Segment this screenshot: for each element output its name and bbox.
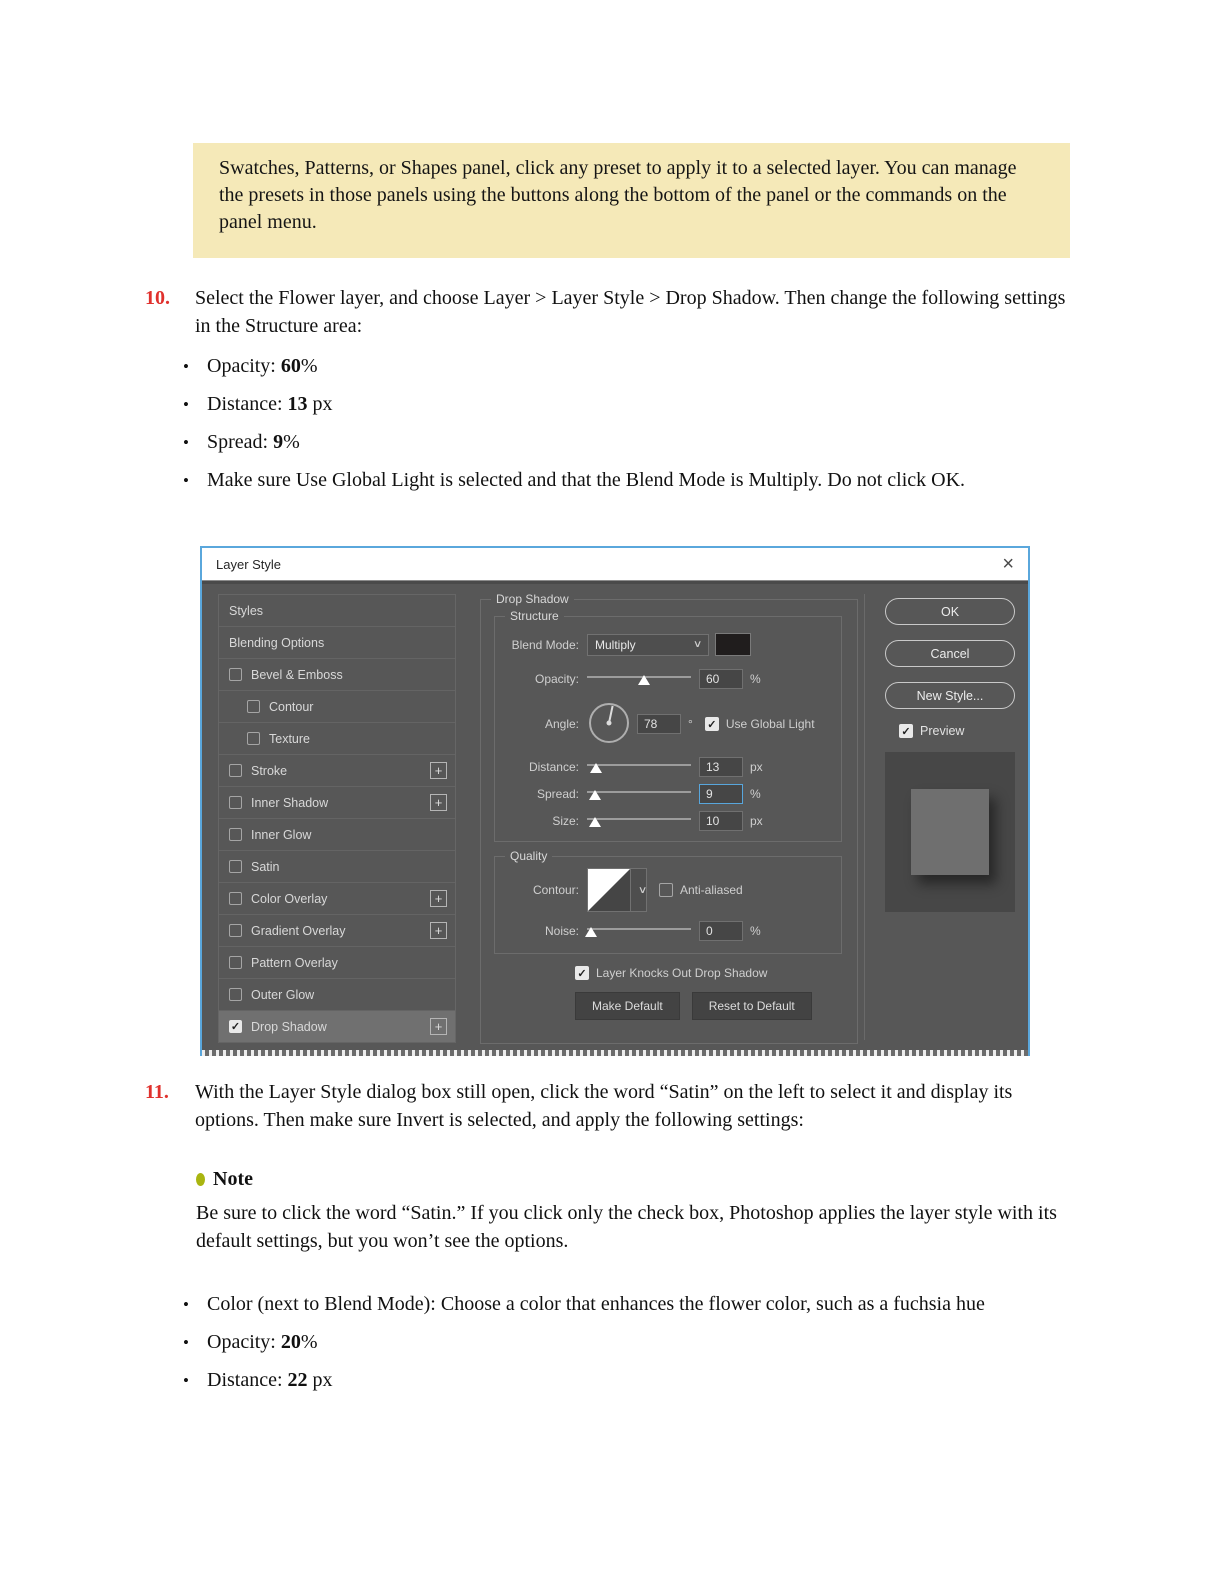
size-label: Size: [552,814,579,828]
angle-dial[interactable] [587,701,631,748]
style-item-gradient-overlay[interactable] [219,915,455,947]
check-icon: ✓ [901,725,911,738]
anti-aliased-label: Anti-aliased [680,883,743,897]
bullet-icon: • [183,395,189,414]
bullet-icon: • [183,471,189,490]
style-item-pattern-overlay[interactable] [219,947,455,979]
style-item-label: Bevel & Emboss [251,667,343,682]
structure-group-label: Structure [505,609,564,623]
quality-group-label: Quality [505,849,552,863]
checkbox-unchecked[interactable] [229,924,242,937]
checkbox-unchecked[interactable] [229,796,242,809]
style-item-label: Satin [251,859,280,874]
distance-unit: px [750,760,763,774]
bullet-text: Make sure Use Global Light is selected and that the Blend Mode is Multiply. Do not click OK. [207,469,966,491]
style-item-label: Pattern Overlay [251,955,338,970]
bullet-icon: • [183,1371,189,1390]
angle-unit: ° [688,717,693,731]
note-heading-text: Note [213,1168,253,1190]
angle-input[interactable]: 78 [637,714,681,734]
checkbox-unchecked[interactable] [229,860,242,873]
use-global-light-checkbox[interactable] [705,717,719,731]
dialog-body [202,581,1028,1050]
slider-thumb[interactable] [589,817,601,827]
opacity-label: Opacity: [534,672,579,686]
chevron-down-icon: ∨ [692,639,703,650]
drop-shadow-group-label: Drop Shadow [491,592,574,606]
style-item-styles[interactable] [219,595,455,627]
size-slider[interactable] [587,815,691,827]
style-item-label: Color Overlay [251,891,328,906]
step-item-10 [145,284,1073,340]
style-item-label: Inner Glow [251,827,312,842]
blend-mode-value: Multiply [595,637,636,652]
step-number: 11. [145,1081,169,1103]
structure-group [494,609,842,842]
use-global-light-label: Use Global Light [725,717,815,731]
style-item-color-overlay[interactable] [219,883,455,915]
opacity-unit: % [750,672,761,686]
plus-icon[interactable]: + [430,890,447,907]
checkbox-unchecked[interactable] [229,828,242,841]
contour-picker[interactable] [587,868,647,912]
size-input[interactable]: 10 [699,811,743,831]
bullet-text: Opacity: 20% [207,1331,318,1353]
checkbox-unchecked[interactable] [229,764,242,777]
style-item-label: Texture [269,731,310,746]
spread-row [495,784,761,804]
step-text: Select the Flower layer, and choose Layer > Layer Style > Drop Shadow. Then change the following settings in the Structure area: [195,287,1066,337]
layer-style-dialog [200,546,1030,1056]
list-item [183,1290,1078,1319]
spread-slider[interactable] [587,788,691,800]
bullet-text: Opacity: 60% [207,355,318,377]
dialog-actions [864,594,1016,1040]
style-item-blending-options[interactable] [219,627,455,659]
style-item-texture[interactable] [219,723,455,755]
preview-checkbox[interactable] [899,724,913,738]
style-item-inner-shadow[interactable] [219,787,455,819]
list-item [183,352,1078,381]
blend-mode-row [495,633,751,656]
style-item-contour[interactable] [219,691,455,723]
preview-panel [885,752,1015,912]
contour-dropdown[interactable] [631,868,647,912]
spread-input[interactable]: 9 [699,784,743,804]
preview-thumbnail [911,789,989,875]
style-item-label: Blending Options [229,635,325,650]
bullet-icon: • [183,433,189,452]
slider-thumb[interactable] [589,790,601,800]
note-callout: Swatches, Patterns, or Shapes panel, click any preset to apply it to a selected layer. You can manage the presets in those panels using the buttons along the bottom of the panel or the commands on the panel menu. [193,143,1070,258]
list-item [183,1366,1078,1395]
style-item-drop-shadow[interactable] [219,1011,455,1043]
spread-label: Spread: [536,787,579,801]
note-bullet-icon [196,1173,205,1186]
distance-row [495,757,763,777]
bullet-icon: • [183,1333,189,1352]
opacity-row [495,669,761,689]
blend-mode-label: Blend Mode: [511,637,579,652]
note-body: Be sure to click the word “Satin.” If you click only the check box, Photoshop applies the layer style with its default settings, but you won’t see the options. [196,1202,1057,1252]
list-item [183,390,1078,419]
style-item-label: Styles [229,603,264,618]
bullet-text: Distance: 22 px [207,1369,333,1391]
bullet-list [183,352,1078,504]
angle-label: Angle: [544,717,579,731]
plus-icon[interactable]: + [430,922,447,939]
noise-slider[interactable] [587,925,691,937]
slider-thumb[interactable] [590,763,602,773]
checkbox-unchecked[interactable] [229,988,242,1001]
bullet-icon: • [183,1295,189,1314]
reset-default-button[interactable]: Reset to Default [692,992,812,1020]
bullet-text: Color (next to Blend Mode): Choose a color that enhances the flower color, such as a fuchsia hue [207,1293,985,1315]
dialog-titlebar [202,548,1028,581]
layer-knockout-label: Layer Knocks Out Drop Shadow [596,966,768,980]
checkbox-checked[interactable] [229,1020,242,1033]
make-default-button[interactable]: Make Default [575,992,680,1020]
styles-list [218,594,456,1043]
defaults-row [575,992,824,1020]
contour-label: Contour: [532,883,579,897]
noise-label: Noise: [544,924,579,938]
noise-unit: % [750,924,761,938]
check-icon: ✓ [230,1021,241,1033]
style-item-inner-glow[interactable] [219,819,455,851]
step-item-11 [145,1078,1077,1134]
style-item-label: Contour [269,699,314,714]
ok-button[interactable]: OK [885,598,1015,625]
layer-knockout-checkbox[interactable] [575,966,589,980]
layer-style-dialog-screenshot [200,546,1030,1062]
style-item-label: Outer Glow [251,987,315,1002]
checkbox-unchecked[interactable] [247,700,260,713]
plus-icon[interactable]: + [430,1018,447,1035]
blend-mode-select[interactable] [587,634,709,656]
checkbox-unchecked[interactable] [229,892,242,905]
checkbox-unchecked[interactable] [247,732,260,745]
angle-row [495,701,815,747]
noise-input[interactable]: 0 [699,921,743,941]
distance-slider[interactable] [587,761,691,773]
style-item-label: Stroke [251,763,288,778]
cancel-button[interactable]: Cancel [885,640,1015,667]
drop-shadow-settings [480,594,858,1052]
quality-group [494,849,842,954]
style-item-label: Drop Shadow [251,1019,327,1034]
checkbox-unchecked[interactable] [229,668,242,681]
step-text: With the Layer Style dialog box still open, click the word “Satin” on the left to select it and display its options. Then make sure Invert is selected, and apply the following settings: [195,1081,1013,1131]
list-item [183,1328,1078,1357]
check-icon: ✓ [707,718,717,731]
dialog-title: Layer Style [216,556,282,572]
bullet-list [183,1290,1078,1404]
style-item-label: Inner Shadow [251,795,329,810]
step-number: 10. [145,287,170,309]
contour-thumbnail[interactable] [587,868,631,912]
checkbox-unchecked[interactable] [229,956,242,969]
close-icon[interactable]: × [1002,553,1014,575]
style-item-bevel-emboss[interactable] [219,659,455,691]
plus-icon[interactable]: + [430,794,447,811]
preview-row [899,724,1016,738]
shadow-color-swatch[interactable] [715,633,751,656]
bullet-text: Spread: 9% [207,431,300,453]
style-item-satin[interactable] [219,851,455,883]
contour-row [495,867,743,913]
bullet-icon: • [183,357,189,376]
style-item-outer-glow[interactable] [219,979,455,1011]
preview-label: Preview [920,724,965,738]
noise-row [495,921,761,941]
plus-icon[interactable]: + [430,762,447,779]
spread-unit: % [750,787,761,801]
slider-thumb[interactable] [638,675,650,685]
opacity-input[interactable]: 60 [699,669,743,689]
bullet-text: Distance: 13 px [207,393,333,415]
check-icon: ✓ [577,967,587,980]
size-unit: px [750,814,763,828]
opacity-slider[interactable] [587,673,691,685]
knockout-row [575,966,767,980]
slider-thumb[interactable] [585,927,597,937]
style-item-stroke[interactable] [219,755,455,787]
note-heading [196,1168,253,1191]
chevron-down-icon: ∨ [637,884,648,896]
list-item [183,428,1078,457]
new-style-button[interactable]: New Style... [885,682,1015,709]
list-item [183,466,1078,495]
size-row [495,811,763,831]
distance-label: Distance: [528,760,579,774]
anti-aliased-checkbox[interactable] [659,883,673,897]
style-item-label: Gradient Overlay [251,923,346,938]
distance-input[interactable]: 13 [699,757,743,777]
